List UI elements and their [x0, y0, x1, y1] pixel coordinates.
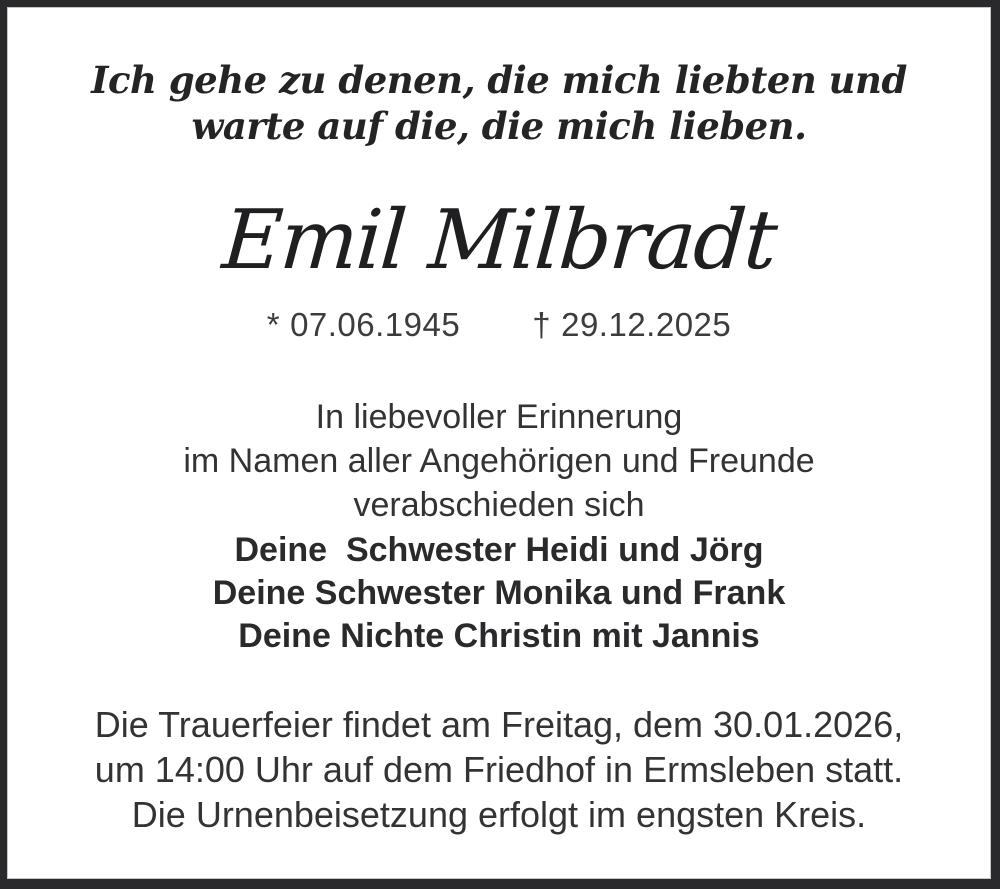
deceased-name: Emil Milbradt [219, 193, 779, 288]
death-cross-symbol: † [532, 306, 552, 343]
memorial-line-3: verabschieden sich [353, 486, 645, 524]
memorial-line-2: im Namen aller Angehörigen und Freunde [183, 442, 815, 480]
birth-star-symbol: * [266, 306, 281, 343]
birth-date-value: 07.06.1945 [290, 306, 461, 343]
mourner-line-2: Deine Schwester Monika und Frank [212, 574, 786, 612]
memorial-text [7, 395, 991, 527]
birth-date [267, 305, 461, 345]
death-date [532, 305, 731, 345]
quote-line-2: warte auf die, die mich lieben. [191, 104, 807, 148]
memorial-quote [7, 57, 991, 149]
life-dates [7, 305, 991, 345]
funeral-line-3: Die Urnenbeisetzung erfolgt im engsten Kreis. [131, 794, 867, 835]
funeral-details [7, 702, 991, 837]
mourner-line-1: Deine Schwester Heidi und Jörg [234, 531, 764, 569]
quote-line-1: Ich gehe zu denen, die mich liebten und [91, 58, 907, 102]
mourners-list [7, 529, 991, 658]
funeral-line-1: Die Trauerfeier findet am Freitag, dem 30.01.2026, [94, 704, 904, 745]
memorial-line-1: In liebevoller Erinnerung [315, 398, 683, 436]
death-date-value: 29.12.2025 [561, 306, 732, 343]
mourner-line-3: Deine Nichte Christin mit Jannis [238, 617, 760, 655]
funeral-line-2: um 14:00 Uhr auf dem Friedhof in Ermsleben statt. [94, 749, 904, 790]
